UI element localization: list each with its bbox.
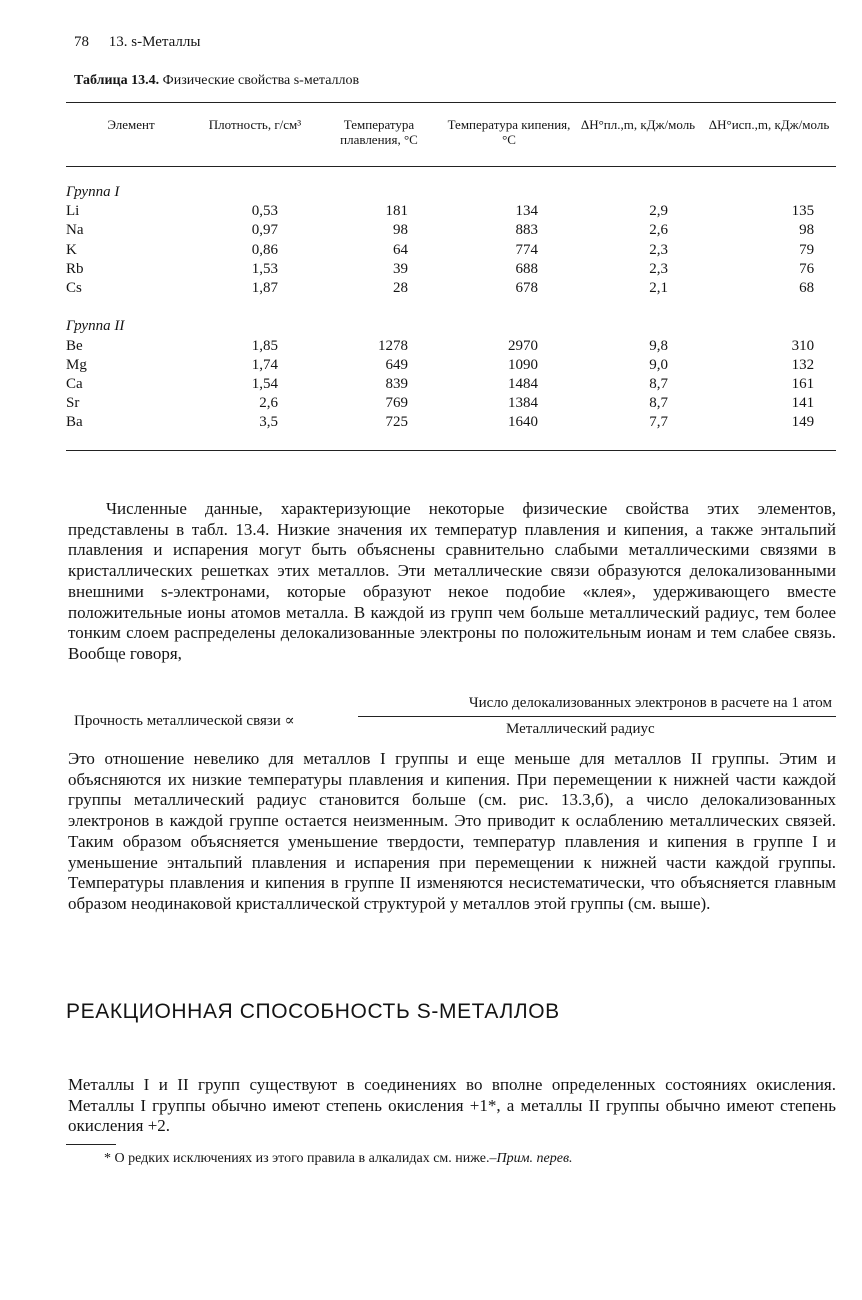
table-row bbox=[66, 375, 836, 394]
group-label: Группа I bbox=[66, 184, 120, 200]
value-cell: 76 bbox=[799, 260, 815, 277]
value-cell: 1090 bbox=[508, 356, 538, 373]
value-cell: 2,6 bbox=[649, 222, 668, 239]
table-row bbox=[66, 356, 836, 375]
col-header-vaporization-enthalpy: ΔH°исп.,m, кДж/моль bbox=[708, 117, 830, 132]
table-header bbox=[66, 117, 836, 147]
value-cell: 64 bbox=[393, 241, 408, 258]
value-cell: 2,3 bbox=[649, 241, 668, 258]
value-cell: 8,7 bbox=[649, 376, 668, 393]
value-cell: 39 bbox=[393, 260, 408, 277]
element-cell: Na bbox=[66, 222, 84, 239]
value-cell: 649 bbox=[385, 356, 408, 373]
value-cell: 1,85 bbox=[251, 337, 278, 354]
value-cell: 8,7 bbox=[649, 395, 668, 412]
col-header-fusion-enthalpy: ΔH°пл.,m, кДж/моль bbox=[580, 117, 696, 132]
value-cell: 774 bbox=[515, 241, 538, 258]
formula-denominator: Металлический радиус bbox=[506, 721, 655, 737]
table-bottom-rule bbox=[66, 450, 836, 451]
value-cell: 98 bbox=[799, 222, 815, 239]
table-row bbox=[66, 260, 836, 279]
page-number: 78 bbox=[74, 34, 89, 50]
col-header-element: Элемент bbox=[107, 117, 155, 132]
table-row bbox=[66, 202, 836, 221]
value-cell: 1640 bbox=[508, 414, 538, 431]
table-row bbox=[66, 221, 836, 240]
formula-numerator: Число делокализованных электронов в расчете на 1 атом bbox=[468, 695, 832, 711]
value-cell: 2970 bbox=[508, 337, 538, 354]
value-cell: 9,0 bbox=[649, 356, 668, 373]
table-row bbox=[66, 279, 836, 298]
value-cell: 1,87 bbox=[251, 280, 278, 297]
value-cell: 161 bbox=[791, 376, 815, 393]
footnote-rule bbox=[66, 1144, 116, 1145]
running-header bbox=[74, 34, 200, 51]
group-header-row bbox=[66, 183, 836, 202]
table-row bbox=[66, 394, 836, 413]
value-cell: 678 bbox=[515, 280, 538, 297]
element-cell: K bbox=[66, 241, 77, 258]
table-row bbox=[66, 241, 836, 260]
table-header-rule bbox=[66, 166, 836, 167]
value-cell: 688 bbox=[515, 260, 538, 277]
value-cell: 2,6 bbox=[259, 395, 278, 412]
value-cell: 310 bbox=[791, 337, 815, 354]
element-cell: Ca bbox=[66, 376, 83, 393]
element-cell: Ba bbox=[66, 414, 83, 431]
value-cell: 769 bbox=[385, 395, 408, 412]
value-cell: 98 bbox=[393, 222, 408, 239]
value-cell: 7,7 bbox=[649, 414, 668, 431]
formula bbox=[74, 695, 836, 745]
value-cell: 1,74 bbox=[251, 356, 278, 373]
group-header-row bbox=[66, 317, 836, 336]
value-cell: 2,9 bbox=[649, 203, 668, 220]
value-cell: 68 bbox=[799, 280, 815, 297]
fraction-bar bbox=[358, 716, 836, 717]
value-cell: 883 bbox=[515, 222, 538, 239]
value-cell: 9,8 bbox=[649, 337, 668, 354]
value-cell: 2,1 bbox=[649, 280, 668, 297]
paragraph-explanation: Это отношение невелико для металлов I группы и еще меньше для металлов II группы. Этим и объясняются их низкие температуры плавления и кипения. При перемещении к нижней части каждой группы металлический радиус становится больше (см. рис. 13.3,б), а число делокализованных электронов в каждой группе остается неизменным. Это приводит к ослаблению металлических связей. Таким образом объясняется уменьшение твердости, температур плавления и кипения в группе I и уменьшение энтальпий плавления и испарения при перемещении к нижней части каждой группы. Температуры плавления и кипения в группе II изменяются несистематически, что объясняется главным образом неодинаковой кристаллической структурой у металлов этой группы (см. выше). bbox=[68, 749, 836, 913]
value-cell: 725 bbox=[385, 414, 408, 431]
running-title: 13. s-Металлы bbox=[108, 34, 201, 50]
element-cell: Mg bbox=[66, 356, 87, 373]
col-header-boiling: Температура кипения, °С bbox=[447, 117, 571, 147]
section-heading: РЕАКЦИОННАЯ СПОСОБНОСТЬ S-МЕТАЛЛОВ bbox=[66, 1000, 560, 1023]
element-cell: Li bbox=[66, 203, 80, 220]
value-cell: 1384 bbox=[508, 395, 538, 412]
element-cell: Sr bbox=[66, 395, 80, 412]
value-cell: 2,3 bbox=[649, 260, 668, 277]
table-top-rule bbox=[66, 102, 836, 103]
value-cell: 141 bbox=[791, 395, 815, 412]
value-cell: 135 bbox=[791, 203, 815, 220]
group-label: Группа II bbox=[66, 318, 125, 335]
footnote-text: * О редких исключениях из этого правила в алкалидах см. ниже.– bbox=[104, 1151, 497, 1166]
value-cell: 0,86 bbox=[251, 241, 278, 258]
value-cell: 839 bbox=[385, 376, 408, 393]
value-cell: 79 bbox=[799, 241, 815, 258]
element-cell: Rb bbox=[66, 260, 84, 277]
value-cell: 28 bbox=[393, 280, 408, 297]
col-header-density: Плотность, г/см³ bbox=[208, 117, 302, 132]
group-spacer bbox=[66, 298, 836, 317]
table-row bbox=[66, 413, 836, 432]
table-row bbox=[66, 337, 836, 356]
value-cell: 134 bbox=[515, 203, 538, 220]
footnote bbox=[104, 1151, 573, 1167]
paragraph-intro: Численные данные, характеризующие некоторые физические свойства этих элементов, представлены в табл. 13.4. Низкие значения их температур плавления и кипения, а также энтальпий плавления и испарения могут быть объяснены сравнительно слабыми металлическими связями в кристаллических решетках этих металлов. Эти металлические связи образуются делокализованными внешними s-электронами, которые образуют некое подобие «клея», удерживающего вместе положительные ионы атомов металла. В каждой из групп чем больше металлический радиус, тем более тонким слоем распределены делокализованные электроны по положительным ионам и тем слабее связь. Вообще говоря, bbox=[68, 499, 836, 663]
value-cell: 132 bbox=[791, 356, 815, 373]
value-cell: 0,97 bbox=[251, 222, 278, 239]
table-caption-text: Физические свойства s-металлов bbox=[162, 73, 360, 88]
value-cell: 149 bbox=[791, 414, 815, 431]
value-cell: 1484 bbox=[508, 376, 538, 393]
value-cell: 1278 bbox=[378, 337, 408, 354]
element-cell: Cs bbox=[66, 280, 82, 297]
formula-lhs: Прочность металлической связи ∝ bbox=[74, 713, 295, 729]
paragraph-reactivity: Металлы I и II групп существуют в соединениях во вполне определенных состояниях окисления. Металлы I группы обычно имеют степень окисления +1*, а металлы II группы обычно имеют степень окисления +2. bbox=[68, 1075, 836, 1136]
value-cell: 1,53 bbox=[251, 260, 278, 277]
footnote-note: Прим. перев. bbox=[496, 1151, 573, 1166]
value-cell: 181 bbox=[385, 203, 408, 220]
table-body bbox=[66, 183, 836, 433]
value-cell: 3,5 bbox=[259, 414, 278, 431]
value-cell: 1,54 bbox=[251, 376, 278, 393]
table-caption bbox=[74, 73, 359, 89]
element-cell: Be bbox=[66, 337, 83, 354]
col-header-melting: Температура плавления, °С bbox=[340, 117, 418, 147]
table-caption-label: Таблица 13.4. bbox=[74, 73, 160, 88]
value-cell: 0,53 bbox=[251, 203, 278, 220]
